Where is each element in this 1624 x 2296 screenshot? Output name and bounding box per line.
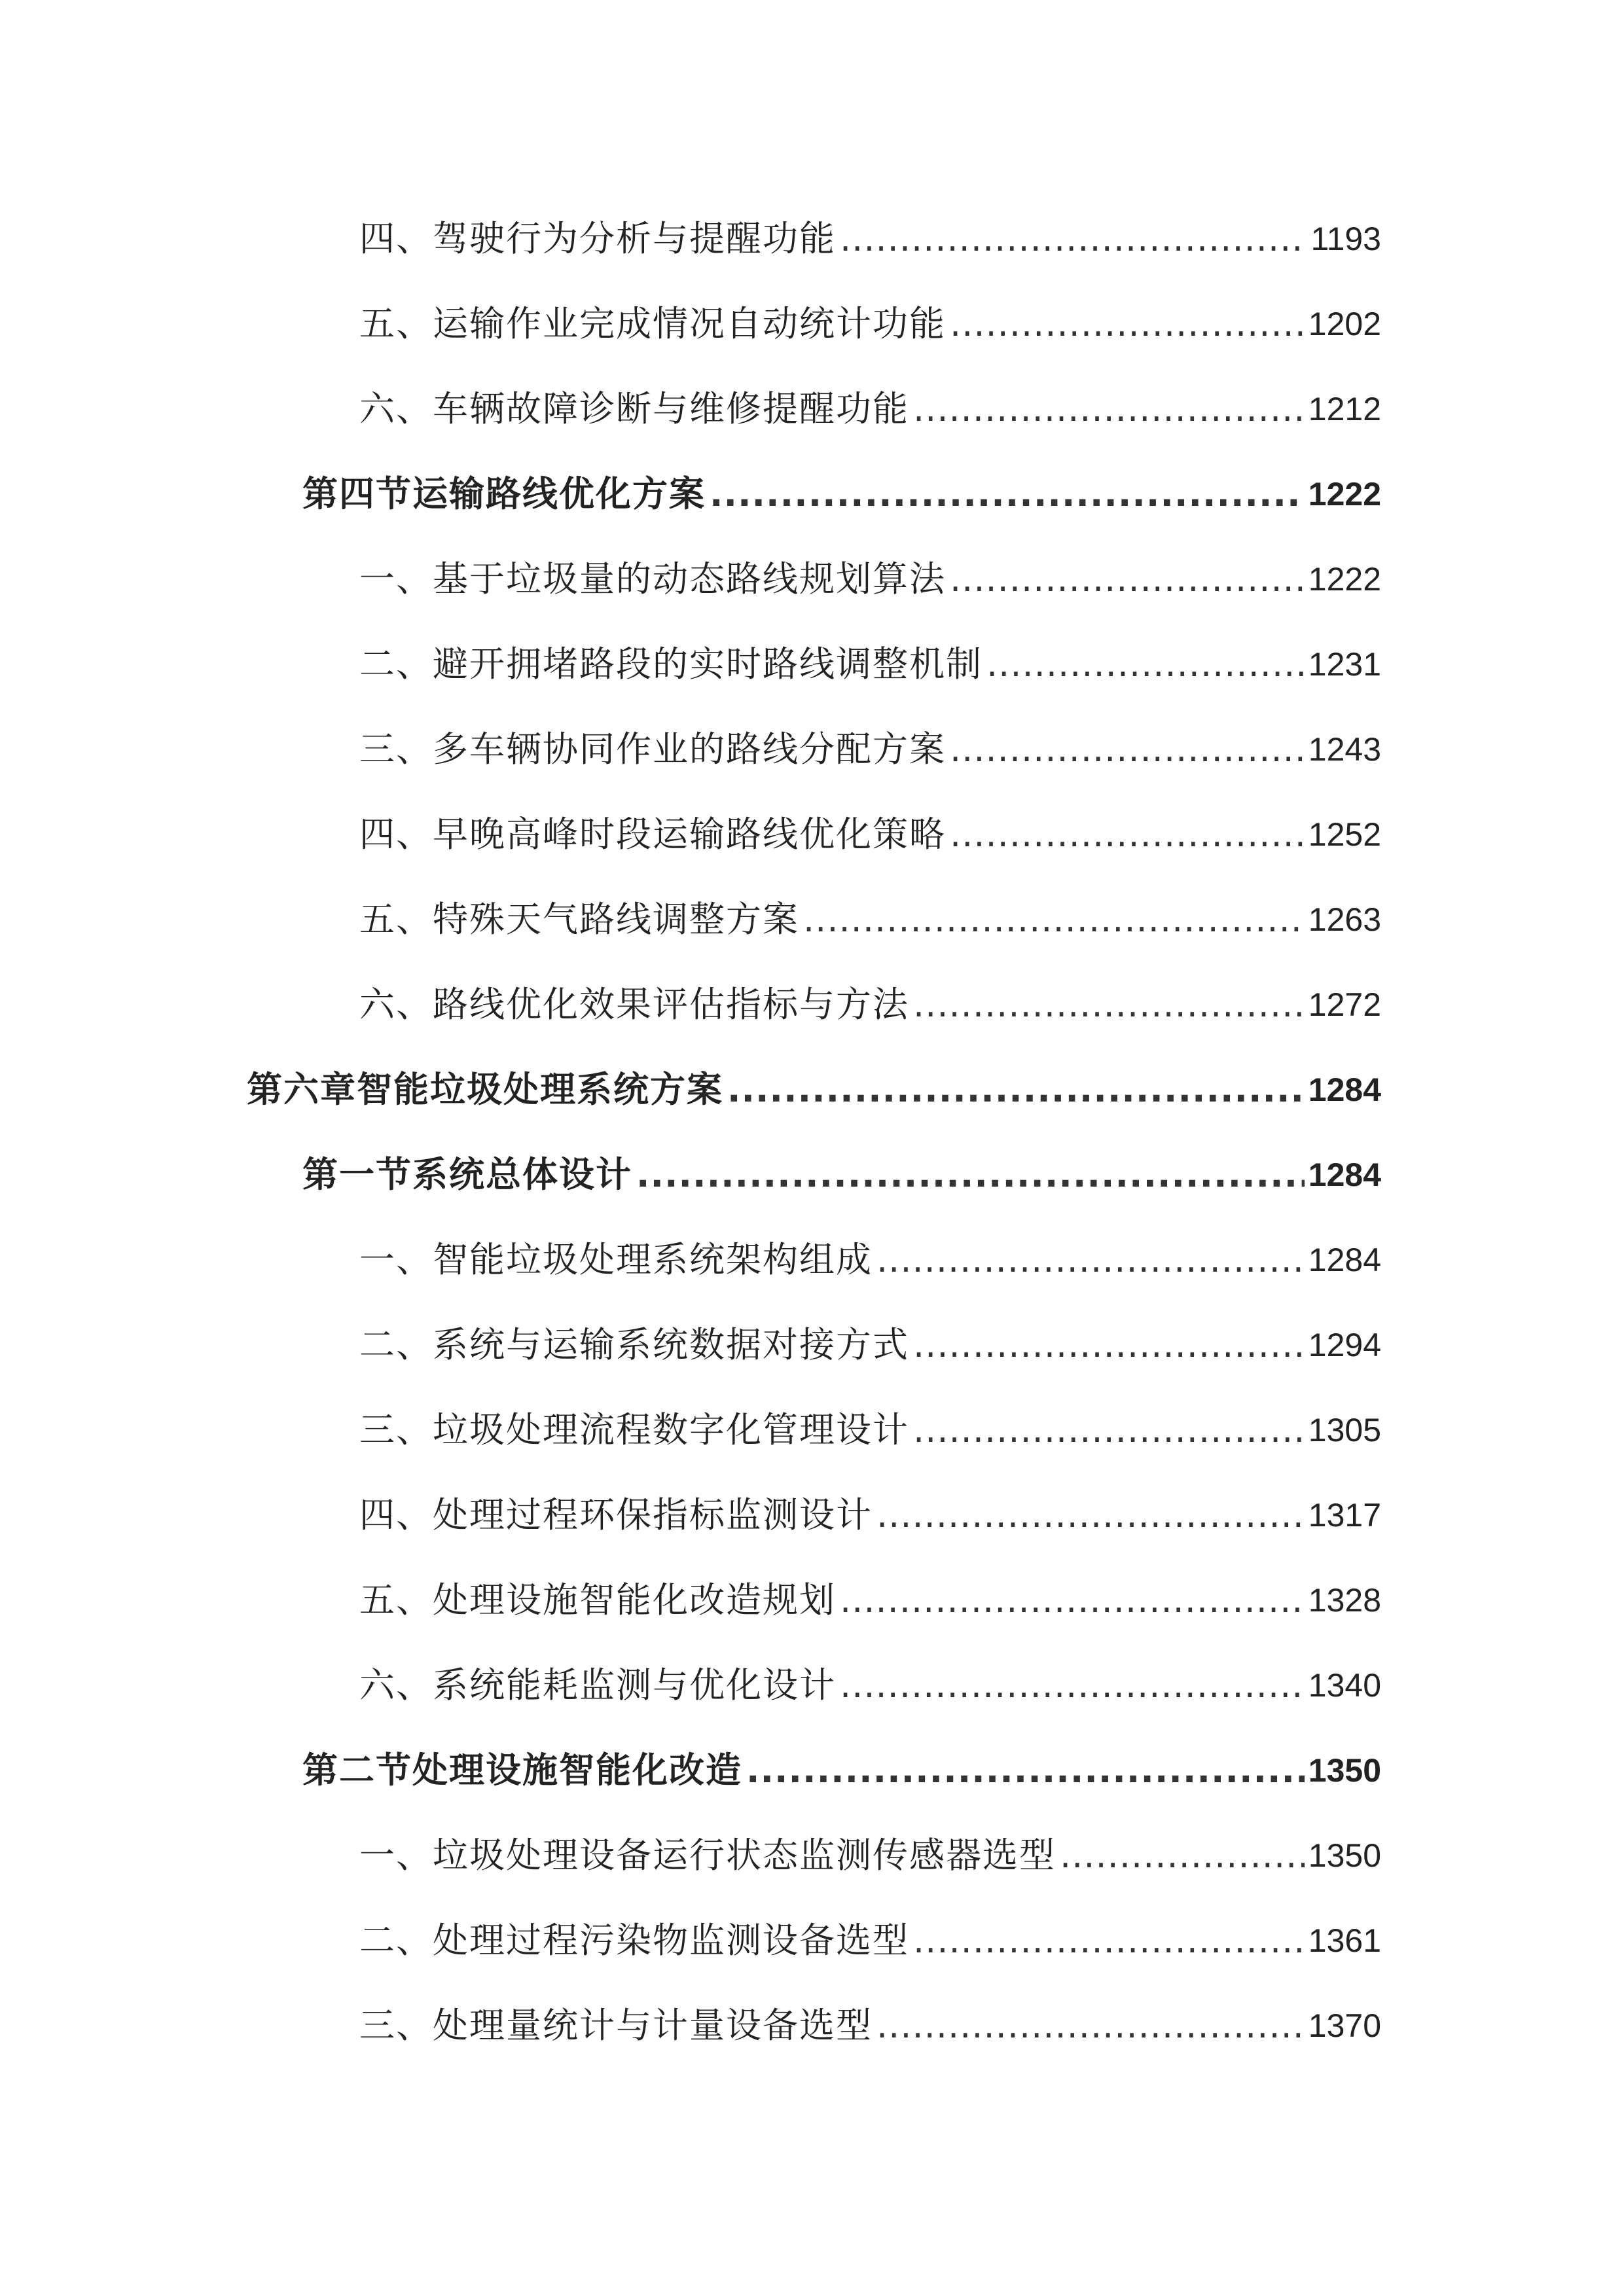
toc-entry-title: 一、基于垃圾量的动态路线规划算法 — [359, 558, 946, 600]
toc-entry-title: 一、垃圾处理设备运行状态监测传感器选型 — [359, 1835, 1056, 1876]
toc-dot-leader — [876, 1234, 1305, 1286]
toc-entry-title: 六、路线优化效果评估指标与方法 — [359, 984, 909, 1025]
toc-dot-leader — [710, 468, 1305, 520]
toc-dot-leader — [913, 1404, 1305, 1456]
toc-entry-section[interactable] — [302, 1149, 1381, 1201]
toc-entry[interactable] — [359, 1404, 1381, 1456]
toc-entry-page: 1284 — [1308, 1071, 1381, 1108]
toc-dot-leader — [876, 2000, 1305, 2052]
toc-entry-title: 二、处理过程污染物监测设备选型 — [359, 1920, 909, 1961]
toc-entry-page: 1243 — [1308, 731, 1381, 768]
toc-dot-leader — [840, 1574, 1305, 1626]
toc-dot-leader — [876, 1489, 1305, 1541]
toc-entry-title: 五、特殊天气路线调整方案 — [359, 899, 799, 940]
toc-entry-page: 1361 — [1308, 1922, 1381, 1959]
toc-dot-leader — [950, 723, 1305, 776]
toc-entry-page: 1350 — [1308, 1752, 1381, 1789]
toc-entry-title: 五、运输作业完成情况自动统计功能 — [359, 303, 946, 344]
toc-entry-title: 六、系统能耗监测与优化设计 — [359, 1664, 836, 1706]
toc-entry-title: 三、垃圾处理流程数字化管理设计 — [359, 1409, 909, 1450]
toc-entry[interactable] — [359, 1489, 1381, 1541]
toc-entry-page: 1340 — [1308, 1667, 1381, 1704]
toc-entry-page: 1212 — [1308, 391, 1381, 427]
toc-entry-title: 四、处理过程环保指标监测设计 — [359, 1494, 873, 1535]
toc-entry[interactable] — [359, 213, 1381, 265]
toc-entry-title: 第一节系统总体设计 — [302, 1154, 632, 1195]
toc-entry[interactable] — [359, 1914, 1381, 1967]
toc-entry-page: 1272 — [1308, 986, 1381, 1023]
toc-dot-leader — [913, 383, 1305, 435]
toc-dot-leader — [727, 1064, 1305, 1116]
toc-entry-page: 1202 — [1308, 306, 1381, 342]
toc-entry[interactable] — [359, 723, 1381, 776]
toc-entry-page: 1370 — [1308, 2007, 1381, 2044]
toc-entry-page: 1193 — [1310, 221, 1381, 257]
toc-entry[interactable] — [359, 1659, 1381, 1712]
toc-entry-title: 一、智能垃圾处理系统架构组成 — [359, 1239, 873, 1280]
toc-dot-leader — [950, 298, 1305, 350]
toc-entry-page: 1305 — [1308, 1412, 1381, 1448]
toc-entry[interactable] — [359, 1319, 1381, 1371]
toc-dot-leader — [950, 553, 1305, 605]
toc-entry[interactable] — [359, 638, 1381, 691]
toc-entry-title: 二、避开拥堵路段的实时路线调整机制 — [359, 643, 983, 685]
toc-dot-leader — [803, 893, 1305, 946]
toc-entry-title: 二、系统与运输系统数据对接方式 — [359, 1324, 909, 1365]
toc-entry-page: 1252 — [1308, 816, 1381, 853]
toc-entry[interactable] — [359, 553, 1381, 605]
toc-dot-leader — [840, 213, 1307, 265]
toc-entry-page: 1222 — [1308, 561, 1381, 598]
toc-dot-leader — [746, 1744, 1305, 1797]
toc-entry-title: 五、处理设施智能化改造规划 — [359, 1579, 836, 1621]
toc-dot-leader — [913, 1319, 1305, 1371]
toc-entry-title: 四、早晚高峰时段运输路线优化策略 — [359, 814, 946, 855]
toc-entry-page: 1263 — [1308, 901, 1381, 938]
toc-entry-chapter[interactable] — [247, 1064, 1381, 1116]
toc-entry-page: 1328 — [1308, 1582, 1381, 1619]
toc-entry[interactable] — [359, 893, 1381, 946]
toc-entry[interactable] — [359, 298, 1381, 350]
toc-entry-title: 第二节处理设施智能化改造 — [302, 1749, 742, 1791]
toc-entry-page: 1317 — [1308, 1497, 1381, 1534]
toc-entry[interactable] — [359, 2000, 1381, 2052]
toc-entry-title: 第六章智能垃圾处理系统方案 — [247, 1069, 723, 1110]
toc-dot-leader — [636, 1149, 1305, 1201]
toc-entry-title: 三、处理量统计与计量设备选型 — [359, 2005, 873, 2046]
toc-dot-leader — [840, 1659, 1305, 1712]
toc-entry-title: 六、车辆故障诊断与维修提醒功能 — [359, 388, 909, 429]
toc-entry[interactable] — [359, 808, 1381, 861]
toc-entry-page: 1350 — [1308, 1837, 1381, 1874]
toc-dot-leader — [913, 978, 1305, 1031]
toc-dot-leader — [1060, 1829, 1305, 1882]
toc-entry[interactable] — [359, 1574, 1381, 1626]
toc-entry[interactable] — [359, 1829, 1381, 1882]
toc-entry-page: 1284 — [1308, 1242, 1381, 1278]
toc-entry[interactable] — [359, 978, 1381, 1031]
toc-entry-title: 第四节运输路线优化方案 — [302, 473, 706, 514]
toc-entry-section[interactable] — [302, 468, 1381, 520]
toc-dot-leader — [986, 638, 1305, 691]
toc-entry-section[interactable] — [302, 1744, 1381, 1797]
toc-entry[interactable] — [359, 383, 1381, 435]
toc-dot-leader — [913, 1914, 1305, 1967]
toc-entry-title: 四、驾驶行为分析与提醒功能 — [359, 218, 836, 259]
toc-entry-page: 1222 — [1308, 476, 1381, 512]
toc-entry[interactable] — [359, 1234, 1381, 1286]
toc-entry-page: 1284 — [1308, 1157, 1381, 1193]
toc-dot-leader — [950, 808, 1305, 861]
toc-entry-page: 1294 — [1308, 1327, 1381, 1363]
toc-entry-title: 三、多车辆协同作业的路线分配方案 — [359, 728, 946, 770]
toc-entry-page: 1231 — [1308, 646, 1381, 683]
